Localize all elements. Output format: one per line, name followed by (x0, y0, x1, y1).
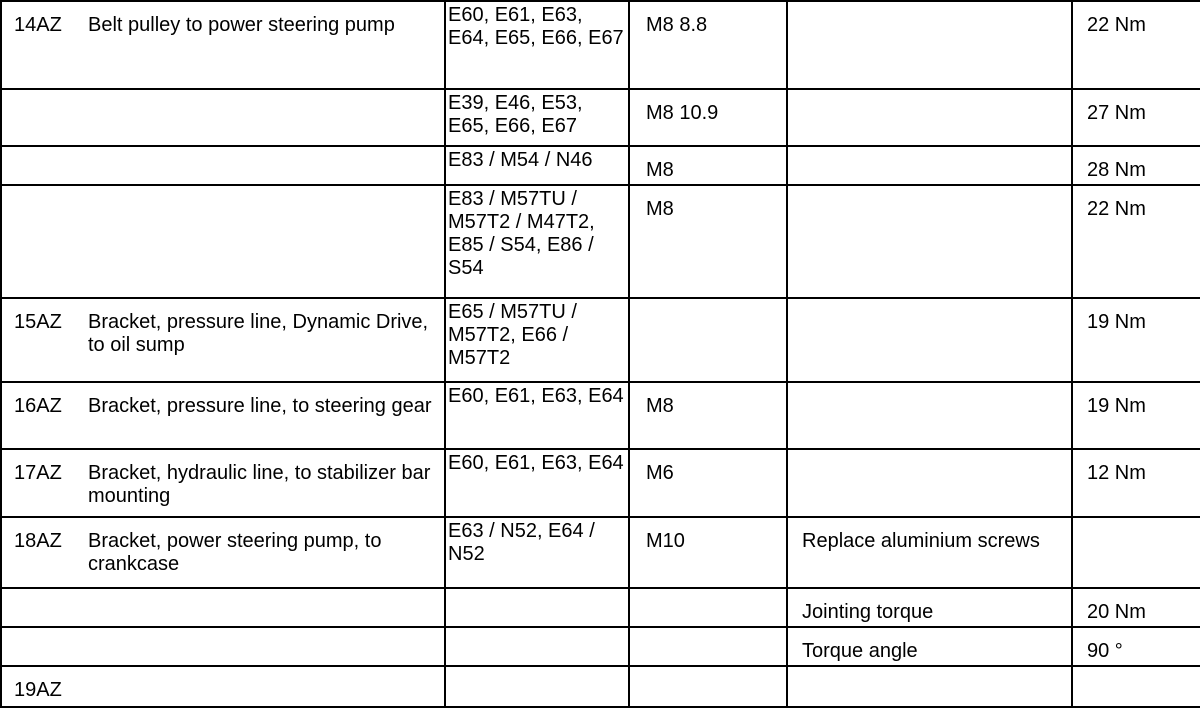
table-row (1, 146, 1200, 185)
thread-cell: M8 8.8 (629, 1, 787, 89)
item-id: 17AZ (14, 462, 62, 484)
torque-cell: 19 Nm (1072, 298, 1200, 382)
models-cell (445, 588, 629, 627)
item-cell (1, 1, 445, 89)
table-row (1, 185, 1200, 298)
thread-cell (629, 298, 787, 382)
thread-cell: M8 (629, 146, 787, 185)
models-cell: E60, E61, E63, E64 (445, 382, 629, 449)
models-cell: E39, E46, E53, E65, E66, E67 (445, 89, 629, 146)
thread-cell: M8 (629, 382, 787, 449)
table-row (1, 449, 1200, 517)
item-description: Bracket, hydraulic line, to stabilizer bar mounting (88, 462, 431, 507)
note-cell (787, 1, 1072, 89)
thread-cell: M6 (629, 449, 787, 517)
torque-cell: 22 Nm (1072, 185, 1200, 298)
item-description: Bracket, pressure line, Dynamic Drive, to oil sump (88, 311, 429, 356)
models-cell: E65 / M57TU / M57T2, E66 / M57T2 (445, 298, 629, 382)
item-description: Bracket, power steering pump, to crankcase (88, 530, 382, 575)
torque-cell: 27 Nm (1072, 89, 1200, 146)
note-cell (787, 89, 1072, 146)
models-cell: E60, E61, E63, E64, E65, E66, E67 (445, 1, 629, 89)
item-id: 16AZ (14, 395, 62, 417)
torque-cell (1072, 517, 1200, 588)
table-row (1, 588, 1200, 627)
item-cell (1, 89, 445, 146)
torque-cell: 22 Nm (1072, 1, 1200, 89)
item-id: 19AZ (14, 679, 62, 701)
table-row (1, 517, 1200, 588)
item-cell (1, 517, 445, 588)
thread-cell (629, 588, 787, 627)
note-cell (787, 298, 1072, 382)
thread-cell (629, 627, 787, 666)
item-cell (1, 185, 445, 298)
item-cell (1, 146, 445, 185)
table-row (1, 298, 1200, 382)
item-cell (1, 627, 445, 666)
table-row (1, 89, 1200, 146)
models-cell: E63 / N52, E64 / N52 (445, 517, 629, 588)
note-cell: Torque angle (787, 627, 1072, 666)
item-id: 15AZ (14, 311, 62, 333)
item-cell (1, 588, 445, 627)
torque-cell: 12 Nm (1072, 449, 1200, 517)
models-cell (445, 627, 629, 666)
table-row (1, 627, 1200, 666)
item-id: 18AZ (14, 530, 62, 552)
note-cell (787, 449, 1072, 517)
torque-cell: 90 ° (1072, 627, 1200, 666)
models-cell: E60, E61, E63, E64 (445, 449, 629, 517)
item-description: Belt pulley to power steering pump (88, 14, 395, 36)
item-cell (1, 449, 445, 517)
item-description (88, 679, 438, 702)
thread-cell: M8 (629, 185, 787, 298)
models-cell: E83 / M54 / N46 (445, 146, 629, 185)
note-cell: Jointing torque (787, 588, 1072, 627)
item-cell (1, 298, 445, 382)
note-cell (787, 146, 1072, 185)
note-cell (787, 382, 1072, 449)
item-cell (1, 382, 445, 449)
torque-cell: 28 Nm (1072, 146, 1200, 185)
item-id: 14AZ (14, 14, 62, 36)
table-row (1, 1, 1200, 89)
table-row (1, 382, 1200, 449)
item-description: Bracket, pressure line, to steering gear (88, 395, 432, 417)
torque-cell: 19 Nm (1072, 382, 1200, 449)
note-cell (787, 185, 1072, 298)
torque-cell: 20 Nm (1072, 588, 1200, 627)
thread-cell: M10 (629, 517, 787, 588)
note-cell: Replace aluminium screws (787, 517, 1072, 588)
thread-cell: M8 10.9 (629, 89, 787, 146)
models-cell: E83 / M57TU / M57T2 / M47T2, E85 / S54, E86 / S54 (445, 185, 629, 298)
